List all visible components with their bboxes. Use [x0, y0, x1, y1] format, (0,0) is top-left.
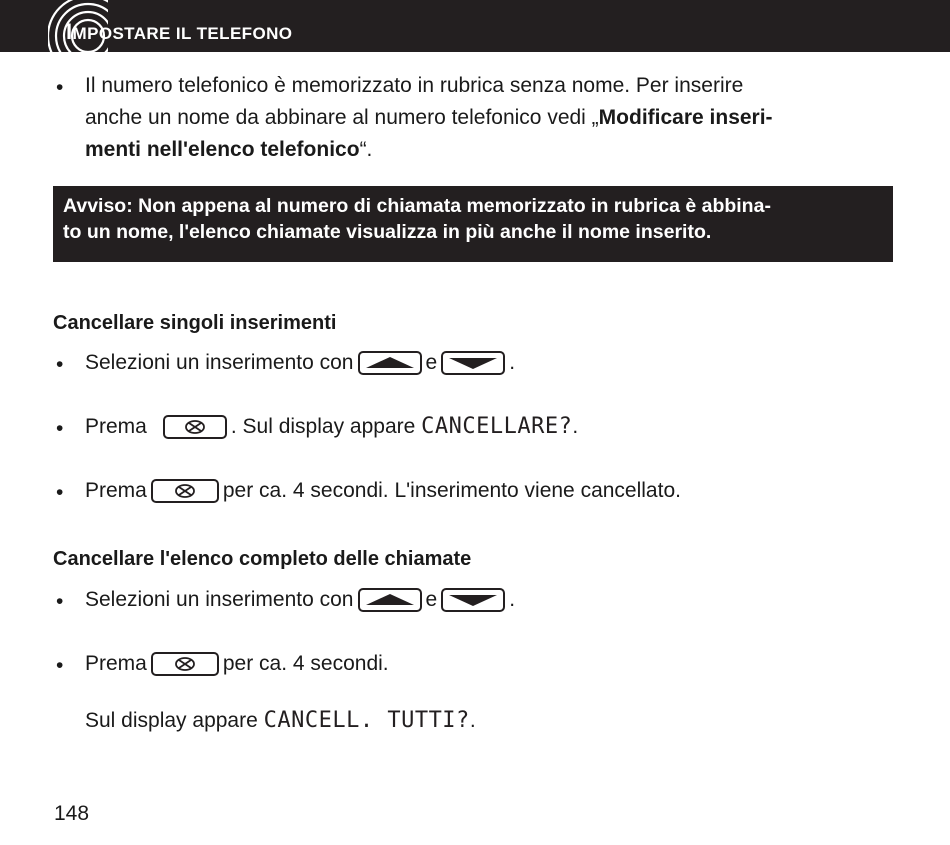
cross-reference-cont: menti nell'elenco telefonico — [85, 138, 360, 161]
step-hold-delete-2: Prema per ca. 4 secondi. — [85, 652, 389, 675]
delete-key-icon — [163, 415, 227, 439]
bullet: • — [56, 417, 64, 440]
step-press-delete: Prema . Sul display appare CANCELLARE?. — [85, 414, 579, 439]
step-select-entry: Selezioni un inserimento con e . — [85, 351, 516, 374]
section-heading-delete-all: Cancellare l'elenco completo delle chiamate — [53, 548, 472, 570]
intro-line-1: Il numero telefonico è memorizzato in rubrica senza nome. Per inserire — [85, 74, 744, 97]
cross-reference: Modificare inseri- — [598, 106, 773, 129]
step-hold-delete: Prema per ca. 4 secondi. L'inserimento viene cancellato. — [85, 479, 681, 502]
display-text-cancellare: CANCELLARE? — [421, 414, 573, 439]
notice-line-1: Avviso: Non appena al numero di chiamata memorizzato in rubrica è abbina- — [63, 195, 771, 217]
intro-line-3: menti nell'elenco telefonico“. — [85, 138, 373, 161]
display-text-cancell-tutti: CANCELL. TUTTI? — [263, 708, 470, 733]
intro-line-2: anche un nome da abbinare al numero telefonico vedi „Modificare inseri- — [85, 106, 773, 129]
delete-key-icon — [151, 652, 219, 676]
notice-box — [53, 186, 893, 262]
up-arrow-key-icon — [358, 588, 422, 612]
section-heading-single-delete: Cancellare singoli inserimenti — [53, 312, 337, 334]
display-result-line: Sul display appare CANCELL. TUTTI?. — [85, 708, 476, 733]
down-arrow-key-icon — [441, 588, 505, 612]
chapter-title: IMPOSTARE IL TELEFONO — [66, 19, 293, 44]
chapter-header — [0, 0, 950, 52]
notice-line-2: to un nome, l'elenco chiamate visualizza in più anche il nome inserito. — [63, 221, 712, 243]
bullet: • — [56, 353, 64, 376]
bullet: • — [56, 590, 64, 613]
step-select-entry-2: Selezioni un inserimento con e . — [85, 588, 516, 611]
bullet: • — [56, 481, 64, 504]
page-number: 148 — [54, 802, 90, 825]
up-arrow-key-icon — [358, 351, 422, 375]
bullet: • — [56, 654, 64, 677]
down-arrow-key-icon — [441, 351, 505, 375]
delete-key-icon — [151, 479, 219, 503]
bullet: • — [56, 76, 64, 99]
